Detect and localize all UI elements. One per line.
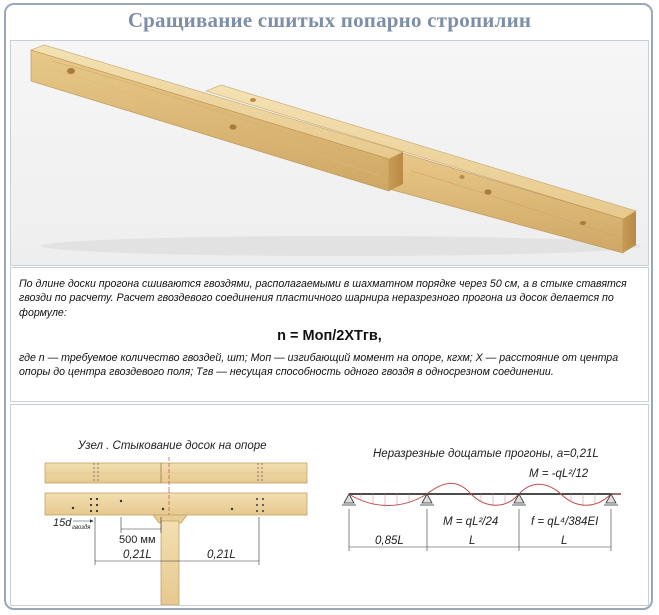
label-span-2: L (561, 535, 568, 547)
beam-diagram-title: Неразрезные дощатые прогоны, а=0,21L (373, 448, 599, 460)
page-title: Сращивание сшитых попарно стропилин (127, 8, 532, 32)
boards-illustration (10, 40, 649, 266)
label-15d-subscript: гвоздя (72, 525, 91, 531)
board-side-view (45, 493, 307, 515)
legend-paragraph: где n — требуемое количество гвоздей, шт; Моп — изгибающий момент на опоре, кгхм; Х — расстояние от центра опоры до центра гвоздевого поля; Тгв — несущая способность одного гвоздя в односрезном соединении. (19, 352, 619, 379)
label-021L-left: 0,21L (123, 549, 152, 561)
moment-support-label: M = -qL²/12 (529, 468, 589, 480)
description-paragraph: По длине доски прогона сшиваются гвоздями, располагаемыми в шахматном порядке через 50 см, а в стыке ставятся гвозди по расчету. Расчет гвоздевого соединения пластичного шарнира неразрезного прогона из досок делается по формуле: (19, 278, 627, 319)
label-085L: 0,85L (375, 535, 404, 547)
label-15d: 15d (53, 517, 72, 529)
nail-formula: n = Моп/2ХТгв, (277, 328, 382, 344)
label-021L-right: 0,21L (207, 549, 236, 561)
support-post (161, 521, 179, 605)
label-span-1: L (469, 535, 476, 547)
deflection-label: f = qL⁴/384EI (531, 516, 599, 528)
node-diagram-title: Узел . Стыкование досок на опоре (78, 440, 267, 452)
boards-render (11, 41, 648, 265)
moment-span-label: M = qL²/24 (443, 516, 499, 528)
label-500mm: 500 мм (119, 534, 156, 546)
diagrams-drawing (11, 405, 648, 605)
diagrams-panel (10, 404, 649, 606)
